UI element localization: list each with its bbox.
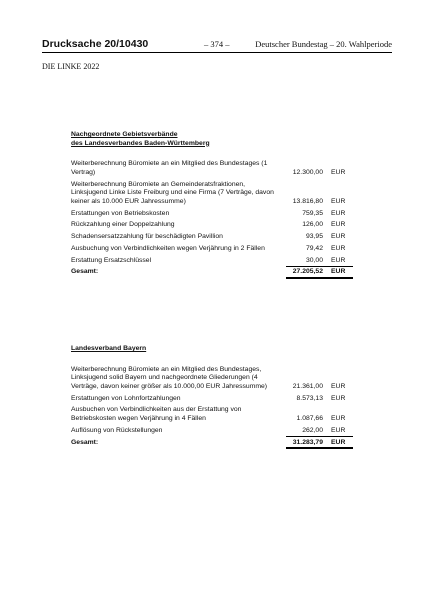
- row-label: Weiterberechnung Büromiete an ein Mitglied des Bundestages, Linksjugend solid Bayern und nachgeordnete Gliederungen (4 Verträge, davon keiner größer als 10.000,00 EUR Jahressumme): [71, 365, 268, 390]
- table-row: [71, 366, 353, 392]
- row-amount: 21.361,00: [292, 382, 323, 390]
- table-row: [71, 406, 353, 423]
- row-label: Ausbuchung von Verbindlichkeiten wegen Verjährung in 2 Fällen: [71, 244, 265, 252]
- table-row: [71, 210, 353, 219]
- total-amount: 27.205,52: [292, 268, 323, 276]
- row-currency: EUR: [331, 244, 346, 252]
- row-amount: 1.087,66: [296, 414, 323, 422]
- section-baden-wuerttemberg: [71, 131, 353, 280]
- section-title: Nachgeordnete Gebietsverbände des Landesverbandes Baden-Württemberg: [71, 131, 210, 147]
- section-bayern: [71, 345, 353, 450]
- row-label: Auflösung von Rückstellungen: [71, 426, 163, 434]
- row-amount: 126,00: [302, 221, 323, 229]
- party-year-label: DIE LINKE 2022: [42, 62, 100, 71]
- row-amount: 262,00: [302, 426, 323, 434]
- row-currency: EUR: [331, 197, 346, 205]
- row-label: Rückzahlung einer Doppelzahlung: [71, 221, 175, 229]
- row-currency: EUR: [331, 382, 346, 390]
- row-currency: EUR: [331, 221, 346, 229]
- page-number: – 374 –: [204, 39, 230, 49]
- row-label: Weiterberechnung Büromiete an Gemeinderatsfraktionen, Linksjugend Linke Liste Freiburg und eine Firma (7 Verträge, davon keiner als 10.000 EUR Jahressumme): [71, 180, 274, 205]
- total-row: [71, 439, 353, 448]
- row-label: Ausbuchen von Verbindlichkeiten aus der Erstattung von Betriebskosten wegen Verjährung in 4 Fällen: [71, 406, 242, 422]
- table-row: [71, 427, 353, 436]
- row-currency: EUR: [331, 168, 346, 176]
- table-row: [71, 181, 353, 207]
- total-row: [71, 268, 353, 277]
- row-label: Weiterberechnung Büromiete an ein Mitglied des Bundestages (1 Vertrag): [71, 160, 268, 176]
- row-label: Erstattungen von Betriebskosten: [71, 209, 170, 217]
- table-row: [71, 257, 353, 266]
- total-amount: 31.283,79: [292, 438, 323, 446]
- page-header: [42, 38, 392, 53]
- row-currency: EUR: [331, 426, 346, 434]
- row-currency: EUR: [331, 256, 346, 264]
- total-currency: EUR: [331, 438, 346, 446]
- table-row: [71, 160, 353, 177]
- row-currency: EUR: [331, 233, 346, 241]
- row-amount: 759,35: [302, 209, 323, 217]
- document-number: Drucksache 20/10430: [42, 38, 149, 50]
- row-amount: 93,95: [305, 233, 323, 241]
- row-currency: EUR: [331, 414, 346, 422]
- row-label: Erstattung Ersatzschlüssel: [71, 256, 152, 264]
- row-label: Erstattungen von Lohnfortzahlungen: [71, 394, 181, 402]
- row-currency: EUR: [331, 394, 346, 402]
- section-title: Landesverband Bayern: [71, 345, 147, 352]
- row-amount: 13.816,80: [292, 197, 323, 205]
- table-row: [71, 221, 353, 230]
- row-amount: 12.300,00: [292, 168, 323, 176]
- parliament-term: Deutscher Bundestag – 20. Wahlperiode: [255, 39, 392, 49]
- row-amount: 8.573,13: [296, 394, 323, 402]
- row-currency: EUR: [331, 209, 346, 217]
- row-label: Schadensersatzzahlung für beschädigten Pavillion: [71, 233, 223, 241]
- total-currency: EUR: [331, 268, 346, 276]
- table-row: [71, 245, 353, 254]
- row-amount: 79,42: [305, 244, 323, 252]
- total-label: Gesamt:: [71, 268, 99, 276]
- table-row: [71, 395, 353, 404]
- total-label: Gesamt:: [71, 438, 99, 446]
- row-amount: 30,00: [305, 256, 323, 264]
- table-row: [71, 233, 353, 242]
